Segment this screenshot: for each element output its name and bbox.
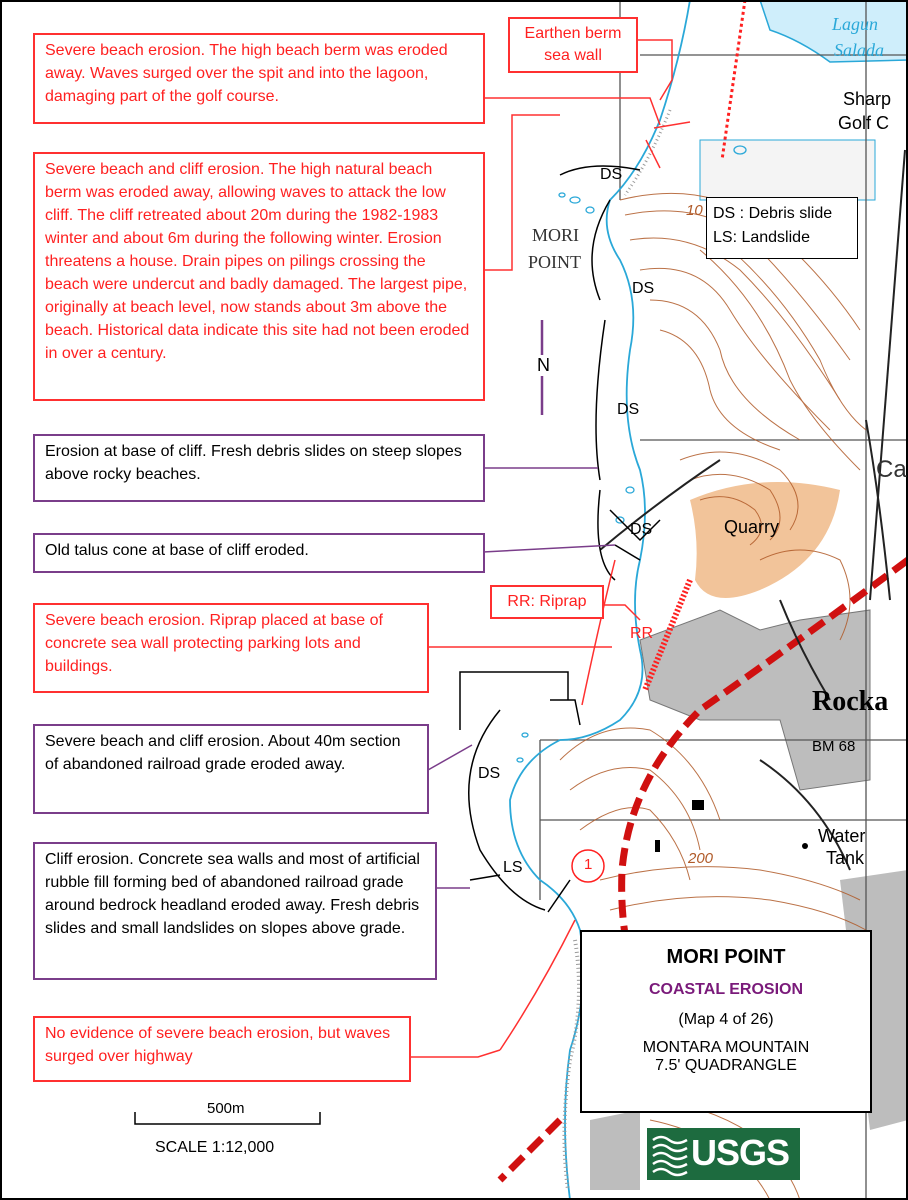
usgs-logo — [647, 1128, 800, 1180]
riprap-legend: RR: Riprap — [490, 585, 604, 619]
callout-golf-course: Severe beach erosion. The high beach berm was eroded away. Waves surged over the spit and into the lagoon, damaging part of the golf course. — [33, 33, 485, 124]
site-marker-label: 1 — [584, 856, 593, 873]
mori-label: MORI — [532, 225, 580, 245]
map-title: MORI POINT — [666, 946, 786, 968]
contour-100-label: 10 — [686, 202, 703, 219]
map-legend — [706, 197, 858, 259]
north-label: N — [537, 355, 550, 375]
contour-200-label: 200 — [688, 850, 714, 867]
ds-label: DS — [600, 166, 623, 183]
callout-talus-cone: Old talus cone at base of cliff eroded. — [33, 533, 485, 573]
ds-label: DS — [478, 765, 501, 782]
golf-label: Golf C — [838, 113, 890, 133]
salada-label: Salada — [834, 40, 885, 60]
point-label: POINT — [528, 252, 581, 272]
rr-label: RR — [630, 625, 654, 642]
callout-railroad-grade: Severe beach and cliff erosion. About 40m section of abandoned railroad grade eroded away. — [33, 724, 429, 814]
quadrangle-scale: 7.5' QUADRANGLE — [655, 1057, 797, 1074]
ca-label: Ca — [876, 456, 907, 483]
sharp-label: Sharp — [843, 89, 892, 109]
legend-landslide: LS: Landslide — [713, 229, 810, 246]
scale-text: SCALE 1:12,000 — [155, 1139, 275, 1156]
tank-label: Tank — [826, 848, 865, 868]
ds-label: DS — [632, 280, 655, 297]
callout-mori-point: Severe beach and cliff erosion. The high natural beach berm was eroded away, allowing waves to attack the low cliff. The cliff retreated about 20m during the 1982-1983 winter and about 6m during the following winter. Erosion threatens a house. Drain pipes on pilings crossing the beach were undercut and badly damaged. The largest pipe, originally at beach level, now stands about 3m above the beach. Historical data indicate this site had not been eroded in over a century. — [33, 152, 485, 401]
map-subtitle: COASTAL EROSION — [648, 981, 804, 998]
quadrangle-name: MONTARA MOUNTAIN — [642, 1039, 810, 1056]
usgs-wave-icon — [651, 1128, 691, 1180]
ds-label: DS — [630, 521, 653, 538]
callout-cliff-base: Erosion at base of cliff. Fresh debris slides on steep slopes above rocky beaches. — [33, 434, 485, 502]
map-number: (Map 4 of 26) — [678, 1011, 774, 1028]
scale-distance: 500m — [207, 1100, 245, 1117]
water-label: Water — [818, 826, 866, 846]
legend-debris-slide: DS : Debris slide — [713, 205, 833, 222]
earthen-berm-label: Earthen berm sea wall — [508, 17, 638, 73]
ds-label: DS — [617, 401, 640, 418]
callout-highway: No evidence of severe beach erosion, but waves surged over highway — [33, 1016, 411, 1082]
quarry-label: Quarry — [724, 517, 780, 537]
callout-headland: Cliff erosion. Concrete sea walls and most of artificial rubble fill forming bed of abandoned railroad grade around bedrock headland eroded away. Fresh debris slides and small landslides on slopes above grade. — [33, 842, 437, 980]
callout-riprap: Severe beach erosion. Riprap placed at base of concrete sea wall protecting parking lots and buildings. — [33, 603, 429, 693]
bm-label: BM 68 — [812, 738, 856, 755]
rocka-label: Rocka — [812, 686, 889, 717]
ls-label: LS — [503, 859, 523, 876]
lagoon-label: Lagun — [832, 14, 879, 34]
usgs-logo-text: USGS — [691, 1132, 790, 1173]
map-title-box — [580, 930, 872, 1113]
